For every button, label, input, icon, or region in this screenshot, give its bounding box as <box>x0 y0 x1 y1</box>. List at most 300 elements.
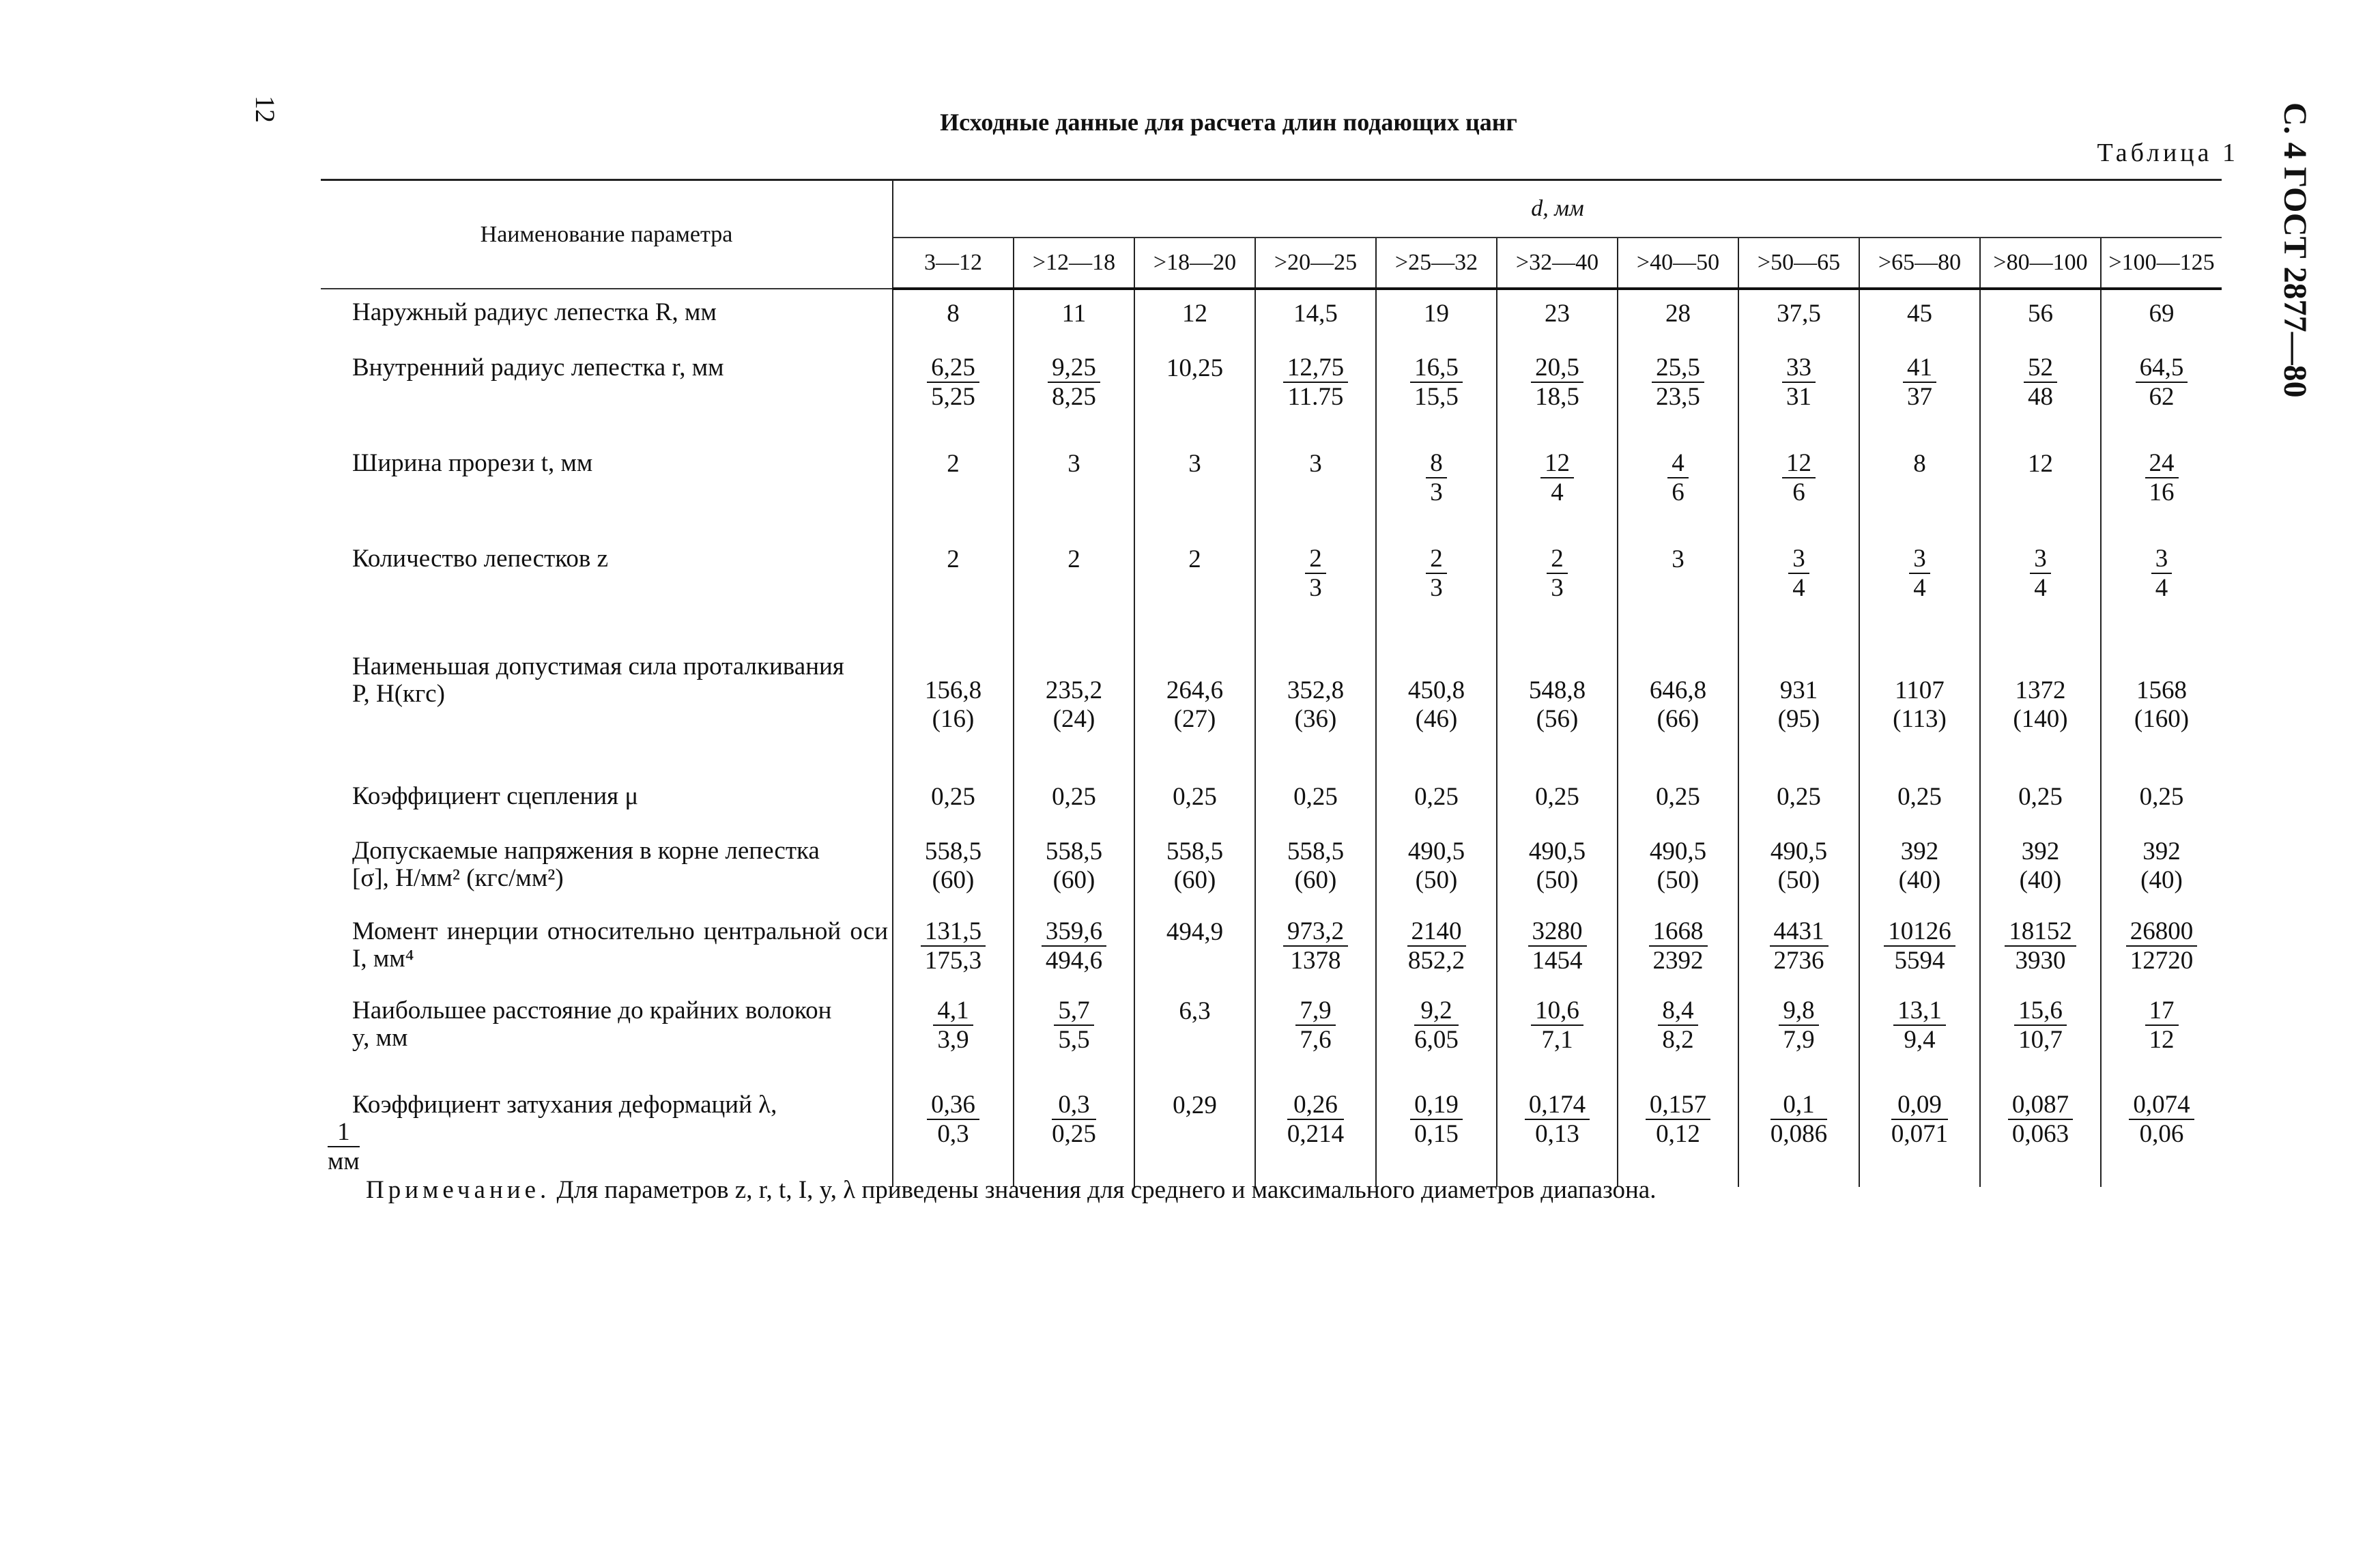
table-cell <box>1497 1082 1618 1187</box>
table-cell <box>1859 536 1980 644</box>
table-cell <box>1376 773 1497 828</box>
value-si: 156,8 <box>924 676 982 704</box>
fraction-numerator: 10,6 <box>1531 997 1583 1026</box>
cell-value: 6,3 <box>1179 997 1211 1025</box>
fraction-value <box>1782 450 1816 507</box>
stacked-value <box>1377 837 1496 895</box>
value-kgf: (40) <box>2019 866 2062 894</box>
table-cell <box>1980 1082 2101 1187</box>
table-cell <box>1255 908 1376 988</box>
cell-value: 8 <box>947 300 960 328</box>
cell-value: 8 <box>1913 450 1926 478</box>
value-kgf: (50) <box>1415 866 1458 894</box>
column-header: >80—100 <box>1980 238 2101 289</box>
fraction-value <box>2129 1091 2194 1149</box>
table-cell <box>893 536 1014 644</box>
fraction-denominator: 1454 <box>1532 947 1583 975</box>
value-si: 392 <box>2021 837 2060 865</box>
stacked-value <box>1377 676 1496 734</box>
column-header: >65—80 <box>1859 238 1980 289</box>
fraction-numerator: 2 <box>1547 545 1568 574</box>
fraction-numerator: 1668 <box>1649 918 1708 947</box>
fraction-numerator: 131,5 <box>921 918 986 947</box>
table-cell <box>1255 440 1376 536</box>
fraction-value <box>1528 918 1587 975</box>
fraction-denominator: 4 <box>2155 574 2168 602</box>
value-si: 235,2 <box>1045 676 1103 704</box>
table-cell <box>1376 536 1497 644</box>
table-cell <box>1497 988 1618 1082</box>
cell-value: 0,25 <box>1052 783 1096 811</box>
cell-value: 0,25 <box>2139 783 2184 811</box>
table-cell <box>1134 828 1255 908</box>
fraction-numerator: 5,7 <box>1054 997 1093 1026</box>
row-label <box>321 1082 893 1187</box>
fraction-value <box>1770 1091 1827 1149</box>
value-si: 450,8 <box>1407 676 1465 704</box>
row-label-text: Внутренний радиус лепестка r, мм <box>352 354 724 382</box>
value-si: 264,6 <box>1166 676 1224 704</box>
fraction-denominator: 3 <box>1430 574 1443 602</box>
value-si: 646,8 <box>1649 676 1707 704</box>
fraction-value <box>1652 354 1704 412</box>
column-header: >32—40 <box>1497 238 1618 289</box>
value-kgf: (95) <box>1777 705 1820 733</box>
table-cell <box>2101 289 2222 345</box>
value-kgf: (60) <box>1173 866 1216 894</box>
fraction-numerator: 25,5 <box>1652 354 1704 383</box>
table-cell <box>1376 988 1497 1082</box>
fraction-denominator: 4 <box>1792 574 1805 602</box>
cell-value: 0,25 <box>2018 783 2063 811</box>
table-row <box>321 1082 2222 1187</box>
cell-value: 11 <box>1061 300 1087 328</box>
table-cell <box>1134 345 1255 440</box>
table-cell <box>1618 440 1738 536</box>
value-kgf: (60) <box>932 866 975 894</box>
fraction-numerator: 359,6 <box>1042 918 1106 947</box>
table-row <box>321 440 2222 536</box>
cell-value: 12 <box>1182 300 1207 328</box>
fraction-denominator: 2392 <box>1652 947 1704 975</box>
table-cell <box>893 908 1014 988</box>
fraction-denominator: 48 <box>2028 383 2053 411</box>
fraction-denominator: 0,086 <box>1770 1120 1828 1148</box>
stacked-value <box>1981 676 2100 734</box>
value-si: 558,5 <box>1045 837 1103 865</box>
table-cell <box>1255 773 1376 828</box>
row-label-line1: Коэффициент затухания деформаций λ, <box>352 1091 777 1119</box>
fraction-numerator: 3 <box>2151 545 2173 574</box>
table-row <box>321 345 2222 440</box>
value-si: 558,5 <box>924 837 982 865</box>
table-cell <box>1497 773 1618 828</box>
fraction-numerator: 0,36 <box>927 1091 979 1120</box>
cell-value: 0,25 <box>1414 783 1459 811</box>
value-kgf: (50) <box>1777 866 1820 894</box>
row-label-line2: [σ], Н/мм² (кгс/мм²) <box>352 864 564 892</box>
stacked-value <box>1014 837 1134 895</box>
fraction-value <box>1531 997 1583 1055</box>
fraction-value <box>2030 545 2051 603</box>
row-label <box>321 828 893 908</box>
table-cell <box>1980 289 2101 345</box>
fraction-numerator: 0,087 <box>2008 1091 2073 1120</box>
value-si: 490,5 <box>1528 837 1586 865</box>
table-cell <box>1738 644 1859 773</box>
table-cell <box>2101 988 2222 1082</box>
fraction-denominator: 3 <box>1309 574 1322 602</box>
document-header-vertical: С. 4 ГОСТ 2877—80 <box>2277 102 2313 398</box>
table-cell <box>1980 440 2101 536</box>
table-cell <box>2101 345 2222 440</box>
value-kgf: (16) <box>932 705 975 733</box>
value-kgf: (60) <box>1052 866 1095 894</box>
fraction-numerator: 13,1 <box>1893 997 1946 1026</box>
fraction-value <box>1305 545 1326 603</box>
cell-value: 0,25 <box>1293 783 1338 811</box>
cell-value: 0,25 <box>1656 783 1700 811</box>
table-cell <box>1859 289 1980 345</box>
table-cell <box>1014 345 1134 440</box>
page-number: 12 <box>250 96 281 123</box>
fraction-denominator: 6,05 <box>1414 1026 1459 1054</box>
cell-value: 494,9 <box>1166 918 1224 946</box>
fraction-value <box>1295 997 1335 1055</box>
fraction-value <box>1052 1091 1096 1149</box>
fraction-numerator: 9,25 <box>1048 354 1100 383</box>
fraction-value <box>1770 918 1829 975</box>
stacked-value <box>893 676 1013 734</box>
value-si: 490,5 <box>1649 837 1707 865</box>
value-si: 548,8 <box>1528 676 1586 704</box>
fraction-value <box>1779 997 1818 1055</box>
fraction-denominator: 6 <box>1672 478 1684 506</box>
stacked-value <box>893 837 1013 895</box>
fraction-denominator: 3 <box>1430 478 1443 506</box>
value-kgf: (40) <box>1898 866 1941 894</box>
stacked-value <box>1497 837 1617 895</box>
fraction-numerator: 2 <box>1305 545 1326 574</box>
unit-denominator: мм <box>328 1147 360 1175</box>
fraction-value <box>1287 1091 1344 1149</box>
fraction-value <box>1788 545 1809 603</box>
table-cell <box>1618 536 1738 644</box>
table-cell <box>1014 773 1134 828</box>
fraction-numerator: 16,5 <box>1410 354 1463 383</box>
table-cell <box>893 289 1014 345</box>
table-title: Исходные данные для расчета длин подающих цанг <box>940 109 1517 136</box>
stacked-value <box>1739 676 1859 734</box>
table-cell <box>1980 644 2101 773</box>
cell-value: 3 <box>1672 545 1684 573</box>
table-cell <box>1134 644 1255 773</box>
table-cell <box>1255 345 1376 440</box>
fraction-numerator: 52 <box>2024 354 2057 383</box>
cell-value: 3 <box>1309 450 1322 478</box>
fraction-value <box>1531 354 1583 412</box>
table-cell <box>2101 908 2222 988</box>
fraction-denominator: 6 <box>1792 478 1805 506</box>
fraction-value <box>2008 1091 2073 1149</box>
fraction-denominator: 18,5 <box>1535 383 1579 411</box>
table-cell <box>1014 988 1134 1082</box>
cell-value: 2 <box>1067 545 1080 573</box>
fraction-value <box>2145 450 2179 507</box>
stacked-value <box>1618 837 1738 895</box>
fraction-value <box>1884 918 1955 975</box>
fraction-numerator: 33 <box>1782 354 1816 383</box>
fraction-numerator: 41 <box>1903 354 1936 383</box>
fraction-denominator: 0,15 <box>1414 1120 1459 1148</box>
table-cell <box>1014 828 1134 908</box>
fraction-denominator: 5,5 <box>1058 1026 1090 1054</box>
value-si: 931 <box>1779 676 1818 704</box>
fraction-denominator: 4 <box>1913 574 1926 602</box>
fraction-denominator: 7,6 <box>1300 1026 1332 1054</box>
fraction-numerator: 8 <box>1426 450 1447 478</box>
table-note <box>366 1175 1656 1205</box>
fraction-numerator: 0,1 <box>1770 1091 1827 1120</box>
fraction-denominator: 5,25 <box>931 383 975 411</box>
fraction-value <box>1414 997 1459 1055</box>
fraction-value <box>927 1091 979 1149</box>
fraction-numerator: 9,8 <box>1779 997 1818 1026</box>
value-si: 490,5 <box>1770 837 1828 865</box>
table-cell <box>1134 1082 1255 1187</box>
fraction-numerator: 0,26 <box>1287 1091 1344 1120</box>
table-cell <box>1618 773 1738 828</box>
value-si: 558,5 <box>1166 837 1224 865</box>
table-cell <box>1497 828 1618 908</box>
fraction-value <box>1426 545 1447 603</box>
value-kgf: (46) <box>1415 705 1458 733</box>
note-text: Для параметров z, r, t, I, y, λ приведены значения для среднего и максимального диаметров диапазона. <box>556 1176 1657 1204</box>
table-cell <box>893 773 1014 828</box>
table-cell <box>1859 908 1980 988</box>
column-header: >12—18 <box>1014 238 1134 289</box>
table-cell <box>1376 289 1497 345</box>
value-si: 1568 <box>2136 676 2187 704</box>
table-cell <box>1014 440 1134 536</box>
value-si: 490,5 <box>1407 837 1465 865</box>
fraction-value <box>1903 354 1936 412</box>
fraction-numerator: 3 <box>1909 545 1930 574</box>
stacked-value <box>1618 676 1738 734</box>
fraction-denominator: 4 <box>2034 574 2047 602</box>
fraction-numerator: 12 <box>1540 450 1574 478</box>
fraction-numerator: 9,2 <box>1414 997 1459 1026</box>
row-label-text: Коэффициент сцепления μ <box>352 782 639 810</box>
table-cell <box>1980 345 2101 440</box>
fraction-numerator: 4 <box>1667 450 1689 478</box>
fraction-value <box>1909 545 1930 603</box>
fraction-numerator: 0,074 <box>2129 1091 2194 1120</box>
fraction-numerator: 0,19 <box>1410 1091 1463 1120</box>
fraction-value <box>2126 918 2198 975</box>
fraction-numerator: 6,25 <box>927 354 979 383</box>
fraction-value <box>927 354 979 412</box>
row-label <box>321 345 893 440</box>
row-label-text: Ширина прорези t, мм <box>352 449 593 477</box>
table-cell <box>1980 773 2101 828</box>
fraction-numerator: 24 <box>2145 450 2179 478</box>
table-cell <box>1255 536 1376 644</box>
table-cell <box>1014 908 1134 988</box>
cell-value: 45 <box>1907 300 1932 328</box>
note-label: Примечание. <box>366 1176 551 1204</box>
table-cell <box>1497 536 1618 644</box>
fraction-numerator: 0,09 <box>1891 1091 1948 1120</box>
table-cell <box>2101 440 2222 536</box>
fraction-numerator: 0,3 <box>1052 1091 1096 1120</box>
value-kgf: (56) <box>1536 705 1579 733</box>
fraction-value <box>1426 450 1447 507</box>
row-label-text: Наружный радиус лепестка R, мм <box>352 298 717 326</box>
fraction-denominator: 2736 <box>1773 947 1824 975</box>
cell-value: 69 <box>2149 300 2175 328</box>
fraction-numerator: 12,75 <box>1283 354 1348 383</box>
table-row <box>321 289 2222 345</box>
row-label <box>321 440 893 536</box>
fraction-denominator: 15,5 <box>1414 383 1459 411</box>
fraction-denominator: 1378 <box>1290 947 1341 975</box>
fraction-denominator: 8,2 <box>1662 1026 1694 1054</box>
fraction-numerator: 15,6 <box>2014 997 2067 1026</box>
cell-value: 0,25 <box>1777 783 1821 811</box>
fraction-denominator: 0,3 <box>937 1120 969 1148</box>
table-cell <box>1618 1082 1738 1187</box>
cell-value: 0,29 <box>1173 1091 1217 1119</box>
fraction-numerator: 12 <box>1782 450 1816 478</box>
fraction-denominator: 12 <box>2149 1026 2175 1054</box>
table-cell <box>1134 536 1255 644</box>
fraction-value <box>1407 918 1466 975</box>
cell-value: 0,25 <box>1535 783 1579 811</box>
table-cell <box>1255 1082 1376 1187</box>
table-cell <box>1497 908 1618 988</box>
fraction-denominator: 0,06 <box>2139 1120 2184 1148</box>
table-row <box>321 828 2222 908</box>
cell-value: 28 <box>1665 300 1691 328</box>
table-cell <box>1618 908 1738 988</box>
data-table <box>321 179 2222 1187</box>
cell-value: 12 <box>2028 450 2053 478</box>
table-cell <box>1980 908 2101 988</box>
stacked-value <box>1860 837 1979 895</box>
fraction-value <box>1048 354 1100 412</box>
table-cell <box>1376 345 1497 440</box>
table-row <box>321 908 2222 988</box>
fraction-value <box>2151 545 2173 603</box>
table-cell <box>893 1082 1014 1187</box>
table-cell <box>1014 536 1134 644</box>
value-kgf: (113) <box>1893 705 1947 733</box>
fraction-numerator: 64,5 <box>2136 354 2188 383</box>
fraction-denominator: 12720 <box>2130 947 2194 975</box>
value-si: 1372 <box>2015 676 2066 704</box>
fraction-numerator: 10126 <box>1884 918 1955 947</box>
fraction-denominator: 4 <box>1551 478 1564 506</box>
table-cell <box>1134 289 1255 345</box>
cell-value: 14,5 <box>1293 300 1338 328</box>
fraction-value <box>933 997 973 1055</box>
data-table-container <box>321 179 2222 1187</box>
fraction-value <box>1782 354 1816 412</box>
table-cell <box>893 828 1014 908</box>
table-cell <box>1376 440 1497 536</box>
table-cell <box>893 988 1014 1082</box>
table-cell <box>1859 644 1980 773</box>
table-cell <box>1738 345 1859 440</box>
fraction-denominator: 31 <box>1786 383 1811 411</box>
fraction-numerator: 973,2 <box>1283 918 1348 947</box>
table-row <box>321 773 2222 828</box>
fraction-numerator: 20,5 <box>1531 354 1583 383</box>
cell-value: 3 <box>1188 450 1201 478</box>
row-label <box>321 289 893 345</box>
fraction-value <box>1540 450 1574 507</box>
row-label-text: Момент инерции относительно центральной оси I, мм⁴ <box>352 917 888 973</box>
fraction-value <box>1893 997 1946 1055</box>
row-label <box>321 908 893 988</box>
row-label-line1: Допускаемые напряжения в корне лепестка <box>352 837 820 865</box>
column-header: >50—65 <box>1738 238 1859 289</box>
fraction-denominator: 852,2 <box>1407 947 1465 975</box>
fraction-numerator: 7,9 <box>1295 997 1335 1026</box>
fraction-value <box>1042 918 1106 975</box>
row-label-line1: Наибольшее расстояние до крайних волокон <box>352 997 832 1024</box>
fraction-numerator: 3 <box>2030 545 2051 574</box>
table-cell <box>893 644 1014 773</box>
fraction-value <box>1891 1091 1948 1149</box>
fraction-numerator: 8,4 <box>1658 997 1697 1026</box>
row-label-line1: Наименьшая допустимая сила проталкивания <box>352 653 844 680</box>
fraction-denominator: 7,9 <box>1783 1026 1815 1054</box>
table-label: Таблица 1 <box>2097 139 2239 167</box>
column-header: >18—20 <box>1134 238 1255 289</box>
table-cell <box>1618 644 1738 773</box>
table-cell <box>1980 828 2101 908</box>
column-header: >20—25 <box>1255 238 1376 289</box>
table-cell <box>893 345 1014 440</box>
fraction-value <box>1054 997 1093 1055</box>
fraction-value <box>1410 1091 1463 1149</box>
table-cell <box>1859 1082 1980 1187</box>
value-kgf: (66) <box>1657 705 1700 733</box>
fraction-denominator: 37 <box>1907 383 1932 411</box>
table-cell <box>1859 440 1980 536</box>
fraction-value <box>1547 545 1568 603</box>
fraction-value <box>1283 354 1348 412</box>
table-cell <box>1497 644 1618 773</box>
fraction-denominator: 7,1 <box>1541 1026 1573 1054</box>
table-cell <box>1618 988 1738 1082</box>
table-cell <box>1014 289 1134 345</box>
table-cell <box>1980 536 2101 644</box>
fraction-denominator: 3,9 <box>937 1026 969 1054</box>
fraction-denominator: 3 <box>1551 574 1564 602</box>
table-cell <box>1859 345 1980 440</box>
column-header: >25—32 <box>1376 238 1497 289</box>
fraction-numerator: 0,174 <box>1525 1091 1590 1120</box>
table-cell <box>1014 1082 1134 1187</box>
stacked-value <box>2102 676 2222 734</box>
stacked-value <box>1014 676 1134 734</box>
fraction-denominator: 3930 <box>2015 947 2066 975</box>
table-cell <box>1497 440 1618 536</box>
table-cell <box>1255 988 1376 1082</box>
